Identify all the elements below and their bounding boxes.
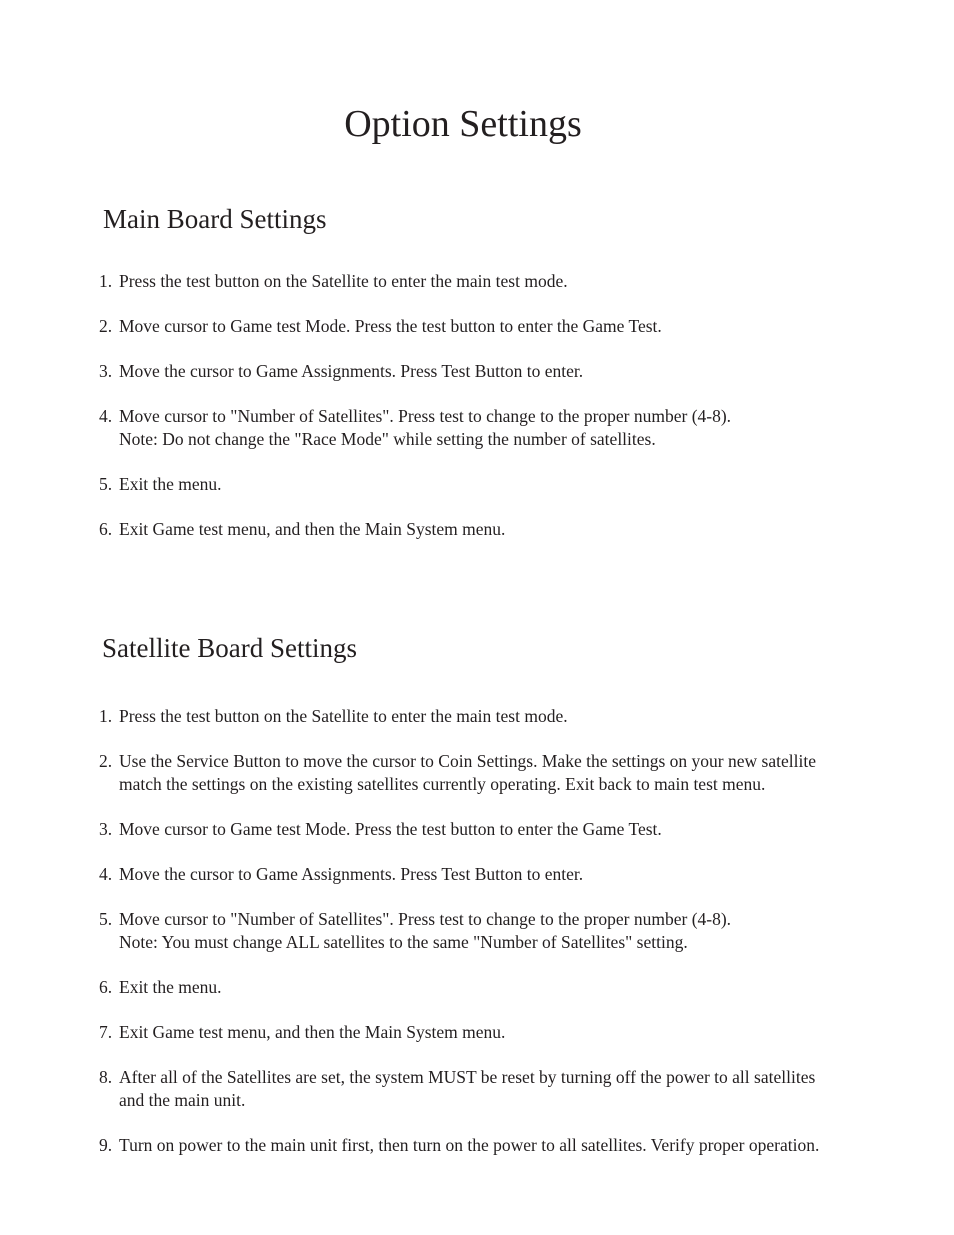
step-line: Exit Game test menu, and then the Main System menu. <box>119 519 506 539</box>
step-text <box>119 518 899 541</box>
step-text <box>119 750 899 796</box>
step-line: Move cursor to Game test Mode. Press the test button to enter the Game Test. <box>119 316 662 336</box>
satellite-board-step-6 <box>99 976 899 999</box>
step-text <box>119 818 899 841</box>
step-line: Move cursor to "Number of Satellites". Press test to change to the proper number (4-8). <box>119 909 732 929</box>
satellite-board-step-5 <box>99 908 899 954</box>
step-number: 3. <box>99 361 113 381</box>
step-number: 2. <box>99 751 113 771</box>
step-number: 4. <box>99 406 113 426</box>
step-line: After all of the Satellites are set, the system MUST be reset by turning off the power to all satellites <box>119 1067 816 1087</box>
step-line: match the settings on the existing satellites currently operating. Exit back to main test menu. <box>119 774 766 794</box>
main-board-step-2 <box>99 315 899 338</box>
step-text <box>119 360 899 383</box>
step-number: 7. <box>99 1022 113 1042</box>
step-text <box>119 1134 899 1157</box>
satellite-board-step-4 <box>99 863 899 886</box>
step-number: 1. <box>99 271 113 291</box>
step-text <box>119 908 899 954</box>
step-text <box>119 863 899 886</box>
step-line: Move cursor to "Number of Satellites". Press test to change to the proper number (4-8). <box>119 406 732 426</box>
step-number: 5. <box>99 474 113 494</box>
step-number: 1. <box>99 706 113 726</box>
step-text <box>119 976 899 999</box>
step-text <box>119 705 899 728</box>
step-number: 5. <box>99 909 113 929</box>
satellite-board-steps <box>99 705 899 1179</box>
step-line: Move the cursor to Game Assignments. Press Test Button to enter. <box>119 864 584 884</box>
satellite-board-heading: Satellite Board Settings <box>102 633 357 663</box>
step-text <box>119 1066 899 1112</box>
step-number: 8. <box>99 1067 113 1087</box>
step-line: Press the test button on the Satellite to enter the main test mode. <box>119 271 568 291</box>
step-line: Exit the menu. <box>119 977 222 997</box>
step-number: 9. <box>99 1135 113 1155</box>
step-line: Note: You must change ALL satellites to the same "Number of Satellites" setting. <box>119 932 688 952</box>
main-board-heading: Main Board Settings <box>103 204 327 234</box>
step-text <box>119 405 899 451</box>
step-line: Move cursor to Game test Mode. Press the test button to enter the Game Test. <box>119 819 662 839</box>
step-line: Press the test button on the Satellite to enter the main test mode. <box>119 706 568 726</box>
satellite-board-step-2 <box>99 750 899 796</box>
satellite-board-step-7 <box>99 1021 899 1044</box>
main-board-step-1 <box>99 270 899 293</box>
satellite-board-step-9 <box>99 1134 899 1157</box>
satellite-board-step-1 <box>99 705 899 728</box>
main-board-step-6 <box>99 518 899 541</box>
step-number: 4. <box>99 864 113 884</box>
satellite-board-step-8 <box>99 1066 899 1112</box>
step-text <box>119 270 899 293</box>
step-number: 6. <box>99 977 113 997</box>
step-number: 6. <box>99 519 113 539</box>
page-title: Option Settings <box>344 103 582 145</box>
step-line: Use the Service Button to move the cursor to Coin Settings. Make the settings on your new satellite <box>119 751 816 771</box>
step-text <box>119 473 899 496</box>
main-board-step-3 <box>99 360 899 383</box>
step-number: 2. <box>99 316 113 336</box>
step-number: 3. <box>99 819 113 839</box>
step-line: Move the cursor to Game Assignments. Press Test Button to enter. <box>119 361 584 381</box>
step-line: Note: Do not change the "Race Mode" while setting the number of satellites. <box>119 429 656 449</box>
satellite-board-step-3 <box>99 818 899 841</box>
step-line: Turn on power to the main unit first, then turn on the power to all satellites. Verify proper operation. <box>119 1135 820 1155</box>
step-line: Exit the menu. <box>119 474 222 494</box>
main-board-steps <box>99 270 899 563</box>
step-text <box>119 315 899 338</box>
step-line: and the main unit. <box>119 1090 246 1110</box>
main-board-step-4 <box>99 405 899 451</box>
main-board-step-5 <box>99 473 899 496</box>
step-text <box>119 1021 899 1044</box>
step-line: Exit Game test menu, and then the Main System menu. <box>119 1022 506 1042</box>
